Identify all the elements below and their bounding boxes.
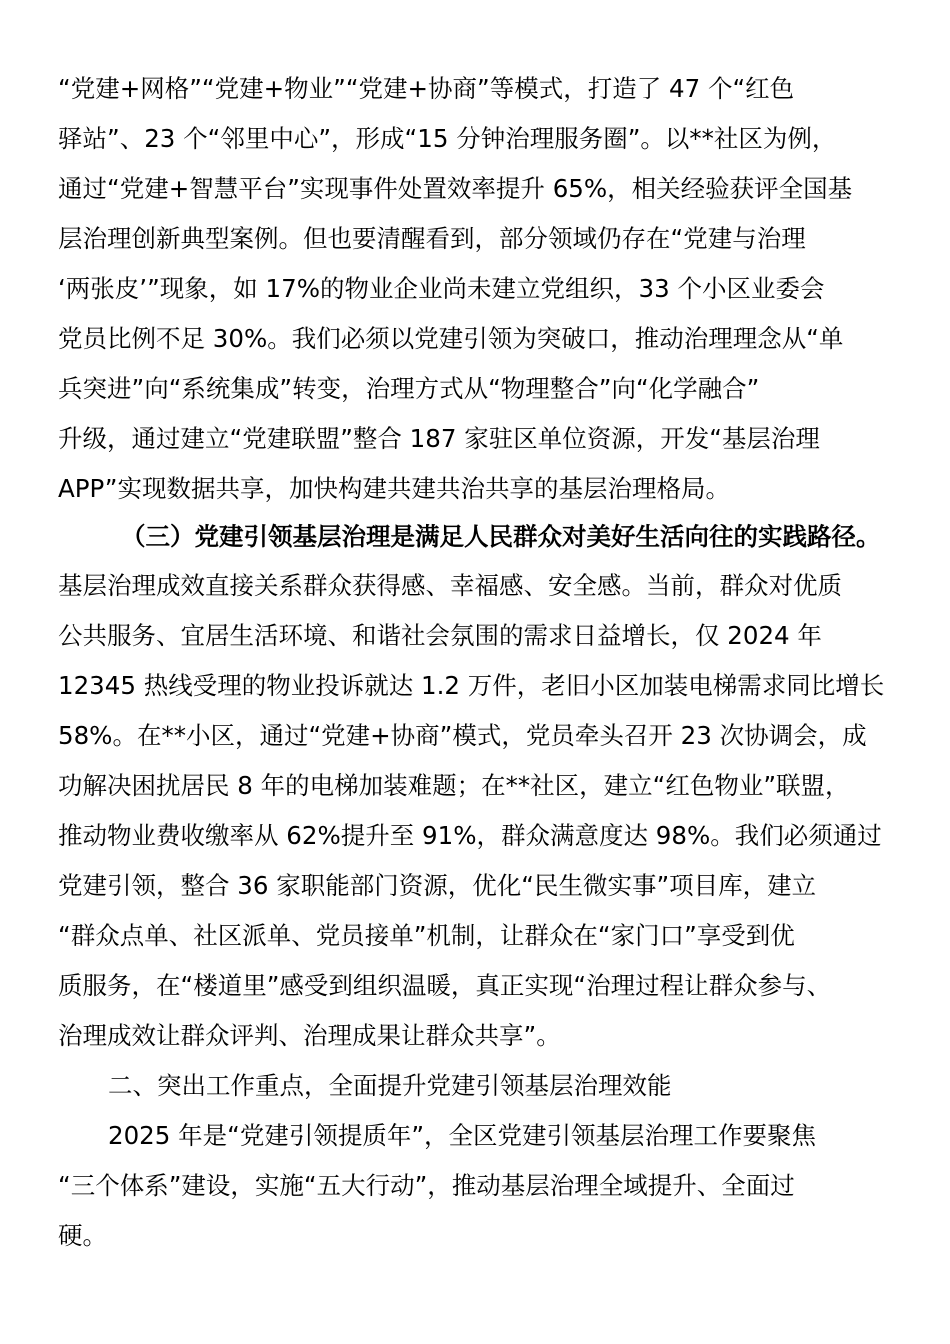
paragraph-line-9: APP”实现数据共享，加快构建共建共治共享的基层治理格局。 <box>58 474 730 503</box>
paragraph-line-23: “三个体系”建设，实施“五大行动”，推动基层治理全域提升、全面过 <box>58 1171 795 1200</box>
paragraph-line-17: 党建引领，整合 36 家职能部门资源，优化“民生微实事”项目库，建立 <box>58 871 817 900</box>
section-heading-three: （三）党建引领基层治理是满足人民群众对美好生活向往的实践路径。 <box>121 522 881 551</box>
paragraph-line-22: 2025 年是“党建引领提质年”，全区党建引领基层治理工作要聚焦 <box>108 1121 817 1150</box>
paragraph-line-24: 硬。 <box>58 1221 107 1250</box>
paragraph-line-16: 推动物业费收缴率从 62%提升至 91%，群众满意度达 98%。我们必须通过 <box>58 821 882 850</box>
paragraph-line-6: 党员比例不足 30%。我们必须以党建引领为突破口，推动治理理念从“单 <box>58 324 844 353</box>
paragraph-line-5: ‘两张皮’”现象，如 17%的物业企业尚未建立党组织，33 个小区业委会 <box>58 274 825 303</box>
paragraph-line-2: 驿站”、23 个“邻里中心”，形成“15 分钟治理服务圈”。以**社区为例， <box>58 124 837 153</box>
paragraph-line-7: 兵突进”向“系统集成”转变，治理方式从“物理整合”向“化学融合” <box>58 374 760 403</box>
paragraph-line-14: 58%。在**小区，通过“党建+协商”模式，党员牵头召开 23 次协调会，成 <box>58 721 867 750</box>
paragraph-line-4: 层治理创新典型案例。但也要清醒看到，部分领域仍存在“党建与治理 <box>58 224 806 253</box>
paragraph-line-13: 12345 热线受理的物业投诉就达 1.2 万件，老旧小区加装电梯需求同比增长 <box>58 671 885 700</box>
paragraph-line-20: 治理成效让群众评判、治理成果让群众共享”。 <box>58 1021 561 1050</box>
section-heading-two: 二、突出工作重点，全面提升党建引领基层治理效能 <box>108 1071 672 1100</box>
paragraph-line-12: 公共服务、宜居生活环境、和谐社会氛围的需求日益增长，仅 2024 年 <box>58 621 822 650</box>
paragraph-line-19: 质服务，在“楼道里”感受到组织温暖，真正实现“治理过程让群众参与、 <box>58 971 832 1000</box>
paragraph-line-18: “群众点单、社区派单、党员接单”机制，让群众在“家门口”享受到优 <box>58 921 795 950</box>
paragraph-line-15: 功解决困扰居民 8 年的电梯加装难题；在**社区，建立“红色物业”联盟， <box>58 771 850 800</box>
paragraph-line-11: 基层治理成效直接关系群众获得感、幸福感、安全感。当前，群众对优质 <box>58 571 842 600</box>
paragraph-line-8: 升级，通过建立“党建联盟”整合 187 家驻区单位资源，开发“基层治理 <box>58 424 820 453</box>
paragraph-line-3: 通过“党建+智慧平台”实现事件处置效率提升 65%，相关经验获评全国基 <box>58 174 853 203</box>
paragraph-line-1: “党建+网格”“党建+物业”“党建+协商”等模式，打造了 47 个“红色 <box>58 74 795 103</box>
